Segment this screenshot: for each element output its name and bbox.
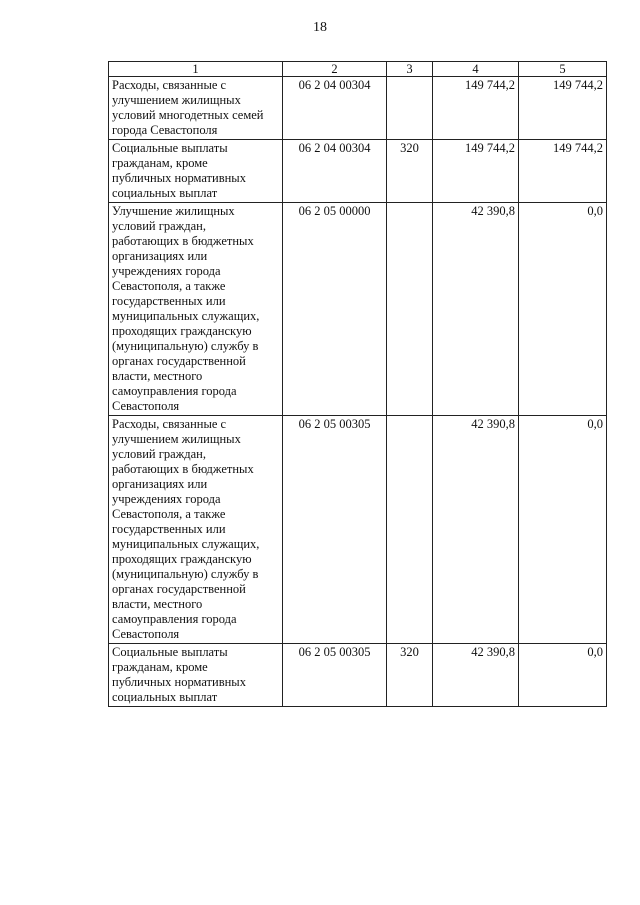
page-number: 18	[313, 20, 327, 35]
row-target-code: 06 2 04 00304	[283, 77, 387, 140]
row-sum-col4: 42 390,8	[433, 416, 519, 644]
column-header-5: 5	[519, 62, 607, 77]
row-name: Расходы, связанные с улучшением жилищных условий многодетных семей города Севастополя	[109, 77, 283, 140]
row-target-code: 06 2 04 00304	[283, 140, 387, 203]
row-expense-type: 320	[387, 140, 433, 203]
row-sum-col5: 0,0	[519, 416, 607, 644]
row-sum-col5: 149 744,2	[519, 77, 607, 140]
row-sum-col4: 42 390,8	[433, 644, 519, 707]
row-sum-col5: 149 744,2	[519, 140, 607, 203]
table-row	[109, 77, 607, 140]
column-header-3: 3	[387, 62, 433, 77]
table-row	[109, 203, 607, 416]
row-expense-type	[387, 416, 433, 644]
row-name: Социальные выплаты гражданам, кроме публичных нормативных социальных выплат	[109, 644, 283, 707]
column-header-4: 4	[433, 62, 519, 77]
row-expense-type: 320	[387, 644, 433, 707]
row-sum-col4: 149 744,2	[433, 140, 519, 203]
row-target-code: 06 2 05 00000	[283, 203, 387, 416]
row-sum-col5: 0,0	[519, 644, 607, 707]
column-header-1: 1	[109, 62, 283, 77]
row-expense-type	[387, 77, 433, 140]
column-header-2: 2	[283, 62, 387, 77]
table-header-row	[109, 62, 607, 77]
row-name: Расходы, связанные с улучшением жилищных условий граждан, работающих в бюджетных организациях или учреждениях города Севастополя, а также государственных или муниципальных служащих, проходящих гражданскую (муниципальную) службу в органах государственной власти, местного самоуправления города Севастополя	[109, 416, 283, 644]
row-sum-col5: 0,0	[519, 203, 607, 416]
row-name: Социальные выплаты гражданам, кроме публичных нормативных социальных выплат	[109, 140, 283, 203]
row-target-code: 06 2 05 00305	[283, 416, 387, 644]
table-row	[109, 140, 607, 203]
row-expense-type	[387, 203, 433, 416]
budget-table	[108, 61, 607, 707]
row-target-code: 06 2 05 00305	[283, 644, 387, 707]
row-sum-col4: 149 744,2	[433, 77, 519, 140]
table-row	[109, 416, 607, 644]
row-name: Улучшение жилищных условий граждан, работающих в бюджетных организациях или учреждениях города Севастополя, а также государственных или муниципальных служащих, проходящих гражданскую (муниципальную) службу в органах государственной власти, местного самоуправления города Севастополя	[109, 203, 283, 416]
row-sum-col4: 42 390,8	[433, 203, 519, 416]
table-row	[109, 644, 607, 707]
